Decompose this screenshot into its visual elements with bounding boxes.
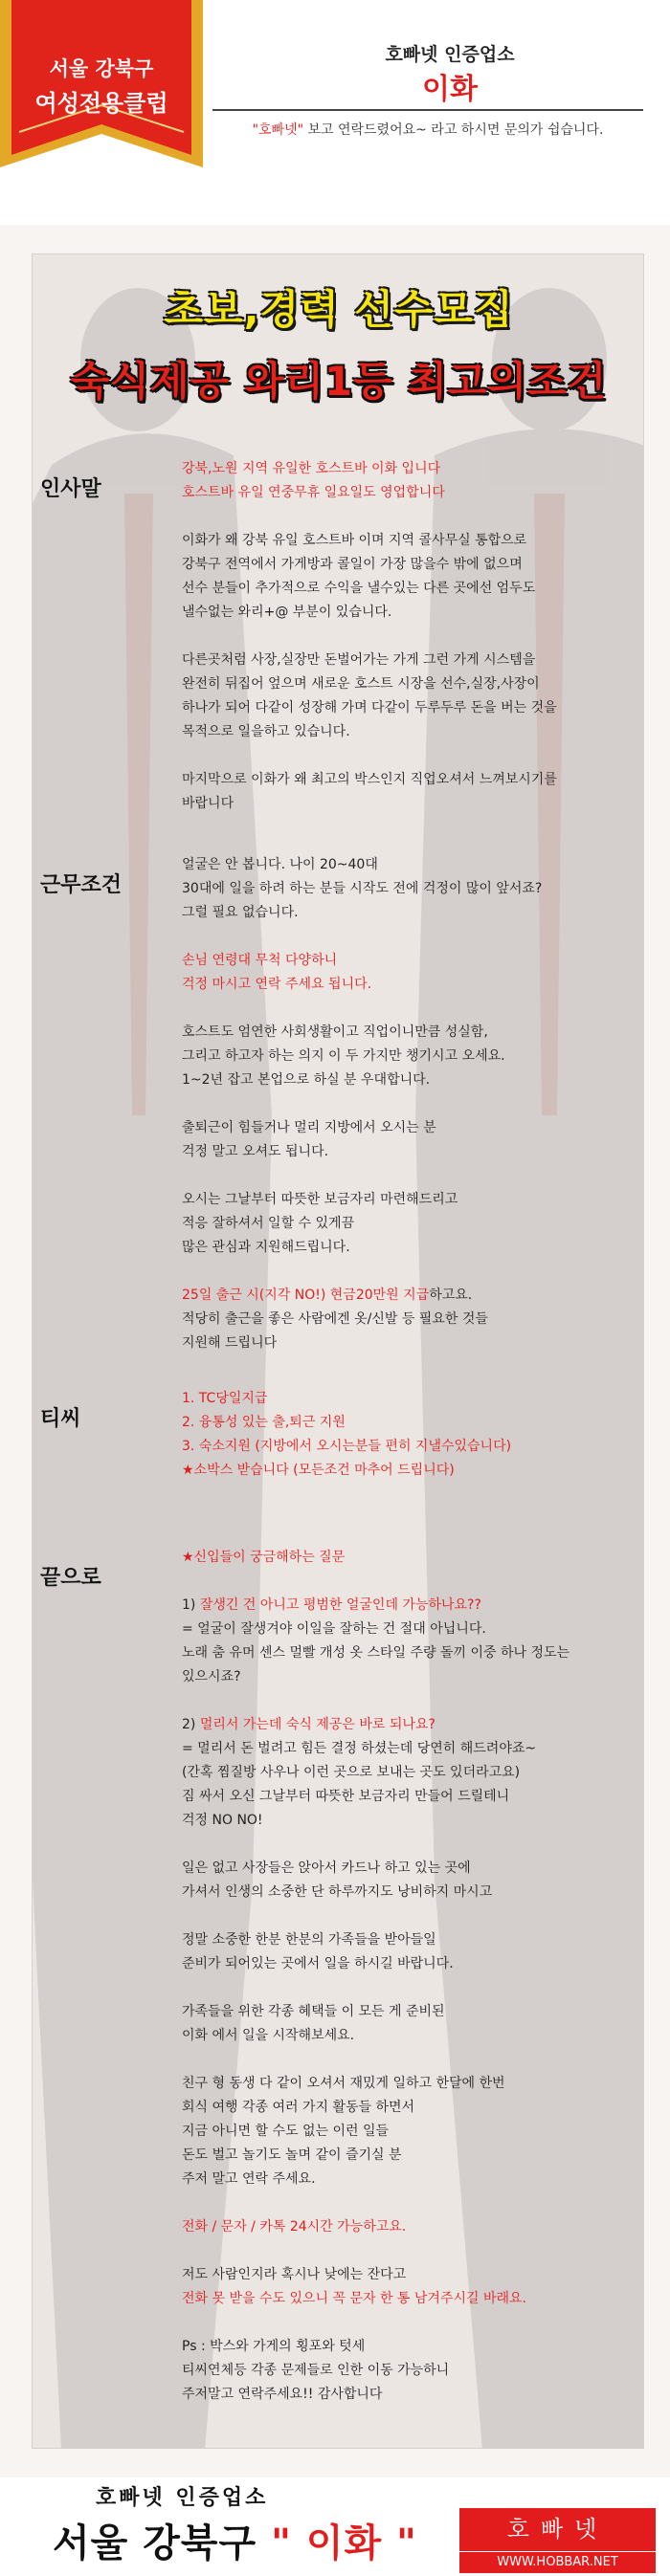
cond-p4-l3: 많은 관심과 지원해드립니다. (182, 1240, 350, 1255)
header-note-quote: "호빠넷" (252, 122, 304, 138)
cond-red-l1: 손님 연령대 무척 다양하니 (182, 953, 338, 968)
cond-p2-l1: 호스트도 엄연한 사회생활이고 직업이니만큼 성실함, (182, 1024, 488, 1040)
close-p4-l1: 친구 형 동생 다 같이 오셔서 재밌게 일하고 한달에 한번 (182, 2076, 505, 2091)
cond-p3-l1: 출퇴근이 힘들거나 멀리 지방에서 오시는 분 (182, 1120, 436, 1135)
tips-item-4: ★소박스 받습니다 (모든조건 마추어 드립니다) (182, 1463, 455, 1478)
section-label-closing: 끝으로 (40, 1566, 101, 1590)
cond-p5-l2: 지원해 드립니다 (182, 1335, 278, 1351)
close-p3-l2: 이화 에서 일을 시작해보세요. (182, 2028, 355, 2043)
footer-title-prefix: 서울 강북구 (53, 2521, 272, 2565)
cond-p1-l2: 30대에 일을 하려 하는 분들 시작도 전에 걱정이 많이 앞서죠? (182, 881, 543, 896)
intro-p2-l1: 다른곳처럼 사장,실장만 돈벌어가는 가게 그런 가게 시스템을 (182, 652, 536, 668)
intro-p1-l1: 이화가 왜 강북 유일 호스트바 이며 지역 콜사무실 통합으로 (182, 533, 527, 548)
tips-item-1: 1. TC당일지급 (182, 1391, 268, 1406)
intro-p2-l3: 하나가 되어 다같이 성장해 가며 다같이 두루두루 돈을 버는 것을 (182, 700, 557, 716)
poster-title-line1: 초보,경력 선수모집 (164, 286, 514, 333)
intro-p3-l2: 바랍니다 (182, 796, 234, 811)
cond-p5-l1: 적당히 출근을 좋은 사람에겐 옷/신발 등 필요한 것들 (182, 1311, 488, 1327)
footer-logo[interactable]: 호빠넷 (459, 2508, 656, 2551)
section-closing (182, 1546, 622, 2407)
section-label-tips: 티씨 (40, 1407, 81, 1431)
faq-a2-l4: 걱정 NO NO! (182, 1813, 263, 1828)
intro-p1-l2: 강북구 전역에서 가게방과 콜일이 가장 많을수 밖에 없으며 (182, 557, 523, 572)
intro-p1-l3: 선수 분들이 추가적으로 수익을 낼수있는 다른 곳에선 엄두도 (182, 581, 536, 596)
intro-p2-l4: 목적으로 일을하고 있습니다. (182, 724, 350, 739)
cond-p1-l3: 그럴 필요 없습니다. (182, 905, 299, 920)
faq-a2-l3: 짐 싸서 오신 그날부터 따뜻한 보금자리 만들어 드릴테니 (182, 1789, 510, 1804)
cond-p1-l1: 얼굴은 안 봅니다. 나이 20~40대 (182, 857, 378, 872)
section-tips (182, 1387, 622, 1483)
intro-red-line1: 강북,노원 지역 유일한 호스트바 이화 입니다 (182, 461, 441, 476)
close-p6-l1: Ps : 박스와 가게의 횡포와 텃세 (182, 2339, 366, 2354)
close-p1-l1: 일은 없고 사장들은 앉아서 카드나 하고 있는 곳에 (182, 1860, 471, 1876)
close-p6-l3: 주저말고 연락주세요!! 감사합니다 (182, 2387, 383, 2402)
faq-q1-num: 1) (182, 1597, 200, 1613)
poster-title-line2: 숙식제공 와리1등 최고의조건 (70, 358, 608, 405)
close-p4-l3: 지금 아니면 할 수도 없는 이런 일들 (182, 2124, 390, 2139)
section-label-conditions: 근무조건 (40, 873, 123, 897)
faq-a1-l3: 있으시죠? (182, 1669, 241, 1684)
section-intro (182, 457, 622, 840)
faq-a2-l2: (간혹 찜질방 사우나 이런 곳으로 보내는 곳도 있더라고요) (182, 1765, 521, 1780)
cond-p3-l2: 걱정 말고 오셔도 됩니다. (182, 1144, 329, 1159)
close-p3-l1: 가족들을 위한 각종 혜택들 이 모든 게 준비된 (182, 2004, 445, 2019)
close-contact-red: 전화 / 문자 / 카톡 24시간 가능 (182, 2219, 364, 2235)
close-p6-l2: 티씨연체등 각종 문제들로 인한 이동 가능하니 (182, 2363, 450, 2378)
close-p2-l2: 준비가 되어있는 곳에서 일을 하시길 바랍니다. (182, 1956, 454, 1971)
intro-p1-l4: 낼수없는 와리+@ 부분이 있습니다. (182, 605, 392, 620)
close-p4-l4: 돈도 벌고 놀기도 놀며 같이 즐기실 분 (182, 2147, 402, 2163)
cond-pay-rest: 하고요. (429, 1288, 473, 1303)
faq-q2: 멀리서 가는데 숙식 제공은 바로 되나요? (199, 1717, 436, 1732)
close-p1-l2: 가셔서 인생의 소중한 단 하루까지도 낭비하지 마시고 (182, 1884, 493, 1900)
close-p2-l1: 정말 소중한 한분 한분의 가족들을 받아들일 (182, 1932, 436, 1948)
ribbon-line2: 여성전용클럽 (34, 90, 168, 117)
header-note-text: 보고 연락드렸어요~ 라고 하시면 문의가 쉽습니다. (303, 122, 604, 138)
footer-title-name: " 이화 " (271, 2521, 417, 2565)
intro-p3-l1: 마지막으로 이화가 왜 최고의 박스인지 직업오셔서 느껴보시기를 (182, 772, 557, 787)
cond-pay-red: 25일 출근 시(지각 NO!) 현금20만원 지급 (182, 1288, 430, 1303)
ribbon-line1: 서울 강북구 (49, 57, 154, 80)
cond-p4-l1: 오시는 그날부터 따뜻한 보금자리 마련해드리고 (182, 1192, 458, 1207)
tips-item-2: 2. 융통성 있는 출,퇴근 지원 (182, 1415, 346, 1430)
faq-a1-l1: = 얼굴이 잘생겨야 이일을 잘하는 건 절대 아닙니다. (182, 1621, 486, 1637)
section-label-intro: 인사말 (40, 477, 101, 501)
close-p5-red: 전화 못 받을 수도 있으니 꼭 문자 한 통 남겨주시길 바래요. (182, 2291, 527, 2306)
close-p4-l2: 회식 여행 각종 여러 가지 활동들 하면서 (182, 2100, 415, 2115)
faq-title: ★신입들이 궁금해하는 질문 (182, 1550, 346, 1565)
footer-title (53, 2513, 417, 2567)
footer (0, 2477, 670, 2576)
faq-q2-num: 2) (182, 1717, 200, 1732)
header-subtitle: 호빠넷 인증업소 (385, 44, 515, 65)
footer-subtitle: 호빠넷 인증업소 (96, 2486, 269, 2510)
cond-p2-l3: 1~2년 잡고 본업으로 하실 분 우대합니다. (182, 1072, 431, 1088)
tips-item-3: 3. 숙소지원 (지방에서 오시는분들 편히 지낼수있습니다) (182, 1439, 512, 1454)
cond-p2-l2: 그리고 하고자 하는 의지 이 두 가지만 챙기시고 오세요. (182, 1048, 505, 1064)
header-club-name: 이화 (422, 73, 478, 106)
close-p5-l1: 저도 사람인지라 혹시나 낮에는 잔다고 (182, 2267, 407, 2282)
section-conditions (182, 853, 622, 1379)
footer-url-link[interactable]: WWW.HOBBAR.NET (459, 2552, 656, 2573)
cond-p4-l2: 적응 잘하셔서 일할 수 있게끔 (182, 1216, 355, 1231)
faq-a2-l1: = 멀리서 돈 벌려고 힘든 결정 하셨는데 당연히 해드려야죠~ (182, 1741, 537, 1756)
intro-p2-l2: 완전히 뒤집어 엎으며 새로운 호스트 시장을 선수,실장,사장이 (182, 676, 540, 692)
faq-q1: 잘생긴 건 아니고 평범한 얼굴인데 가능하나요?? (199, 1597, 481, 1613)
header (0, 0, 670, 225)
close-p4-l5: 주저 말고 연락 주세요. (182, 2171, 316, 2187)
header-divider (212, 109, 643, 111)
faq-a1-l2: 노래 춤 유머 센스 멀빨 개성 옷 스타일 주량 돌끼 이중 하나 정도는 (182, 1645, 570, 1661)
recruit-poster (32, 253, 644, 2449)
header-note (212, 120, 643, 139)
intro-red-line2: 호스트바 유일 연중무휴 일요일도 영업합니다 (182, 485, 445, 500)
cond-red-l2: 걱정 마시고 연락 주세요 됩니다. (182, 977, 372, 992)
close-contact-rest: 하고요. (363, 2219, 407, 2235)
